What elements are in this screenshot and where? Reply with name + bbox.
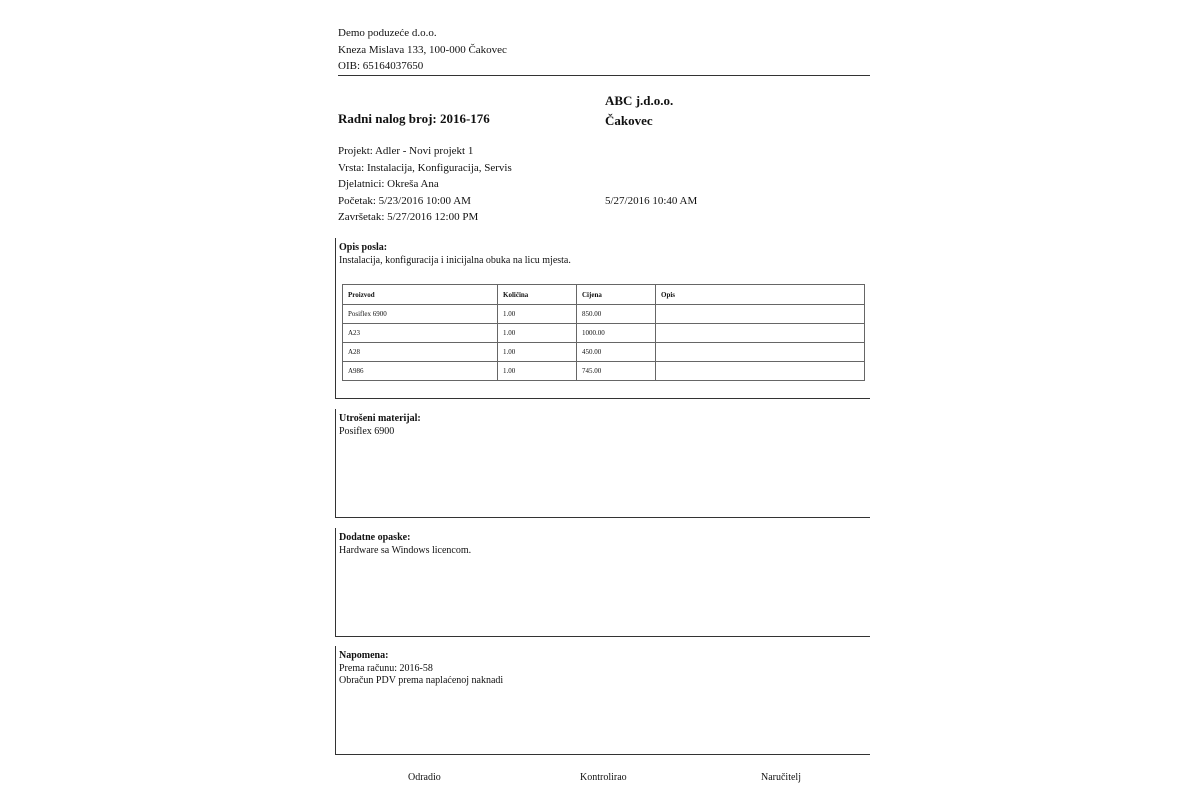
client-block <box>605 91 673 131</box>
cell-product: A28 <box>343 343 498 362</box>
order-project: Projekt: Adler - Novi projekt 1 <box>338 145 474 157</box>
cell-description <box>656 362 865 381</box>
cell-quantity: 1.00 <box>498 324 577 343</box>
order-type: Vrsta: Instalacija, Konfiguracija, Servis <box>338 161 512 174</box>
note-line-1: Prema računu: 2016-58 <box>339 663 433 674</box>
products-table <box>342 284 865 381</box>
cell-price: 450.00 <box>577 343 656 362</box>
table-row <box>343 343 865 362</box>
materials-text: Posiflex 6900 <box>339 426 395 437</box>
cell-price: 1000.00 <box>577 324 656 343</box>
order-meta <box>338 143 512 226</box>
remarks-section <box>335 528 870 637</box>
order-start: Početak: 5/23/2016 10:00 AM <box>338 194 471 207</box>
remarks-title: Dodatne opaske: <box>339 532 411 543</box>
cell-product: Posiflex 6900 <box>343 305 498 324</box>
note-line-2: Obračun PDV prema naplaćenoj naknadi <box>339 675 504 686</box>
cell-price: 745.00 <box>577 362 656 381</box>
table-row <box>343 362 865 381</box>
column-header-description: Opis <box>656 285 865 305</box>
cell-quantity: 1.00 <box>498 305 577 324</box>
company-name: Demo poduzeće d.o.o. <box>338 27 437 39</box>
cell-product: A986 <box>343 362 498 381</box>
signature-checked-by: Kontrolirao <box>580 772 627 783</box>
materials-section <box>335 409 870 518</box>
company-header <box>338 25 507 75</box>
client-city: Čakovec <box>605 113 653 128</box>
order-end: Završetak: 5/27/2016 12:00 PM <box>338 211 479 223</box>
company-oib: OIB: 65164037650 <box>338 60 424 72</box>
order-title: Radni nalog broj: 2016-176 <box>338 111 490 126</box>
cell-description <box>656 343 865 362</box>
column-header-product: Proizvod <box>343 285 498 305</box>
client-name: ABC j.d.o.o. <box>605 93 674 108</box>
signature-client: Naručitelj <box>761 772 801 783</box>
cell-product: A23 <box>343 324 498 343</box>
cell-description <box>656 305 865 324</box>
job-description-title: Opis posla: <box>339 242 388 253</box>
header-divider <box>338 75 870 76</box>
note-title: Napomena: <box>339 650 389 661</box>
table-row <box>343 305 865 324</box>
column-header-price: Cijena <box>577 285 656 305</box>
order-workers: Djelatnici: Okreša Ana <box>338 178 439 190</box>
company-address: Kneza Mislava 133, 100-000 Čakovec <box>338 43 507 56</box>
cell-description <box>656 324 865 343</box>
materials-title: Utrošeni materijal: <box>339 413 421 424</box>
cell-price: 850.00 <box>577 305 656 324</box>
remarks-text: Hardware sa Windows licencom. <box>339 545 472 556</box>
job-description-section <box>335 238 870 399</box>
signature-done-by: Odradio <box>408 772 441 783</box>
products-header-row <box>343 285 865 305</box>
column-header-quantity: Količina <box>498 285 577 305</box>
table-row <box>343 324 865 343</box>
note-section <box>335 646 870 755</box>
cell-quantity: 1.00 <box>498 343 577 362</box>
cell-quantity: 1.00 <box>498 362 577 381</box>
job-description-text: Instalacija, konfiguracija i inicijalna obuka na licu mjesta. <box>339 255 571 266</box>
order-created-date: 5/27/2016 10:40 AM <box>605 195 698 207</box>
